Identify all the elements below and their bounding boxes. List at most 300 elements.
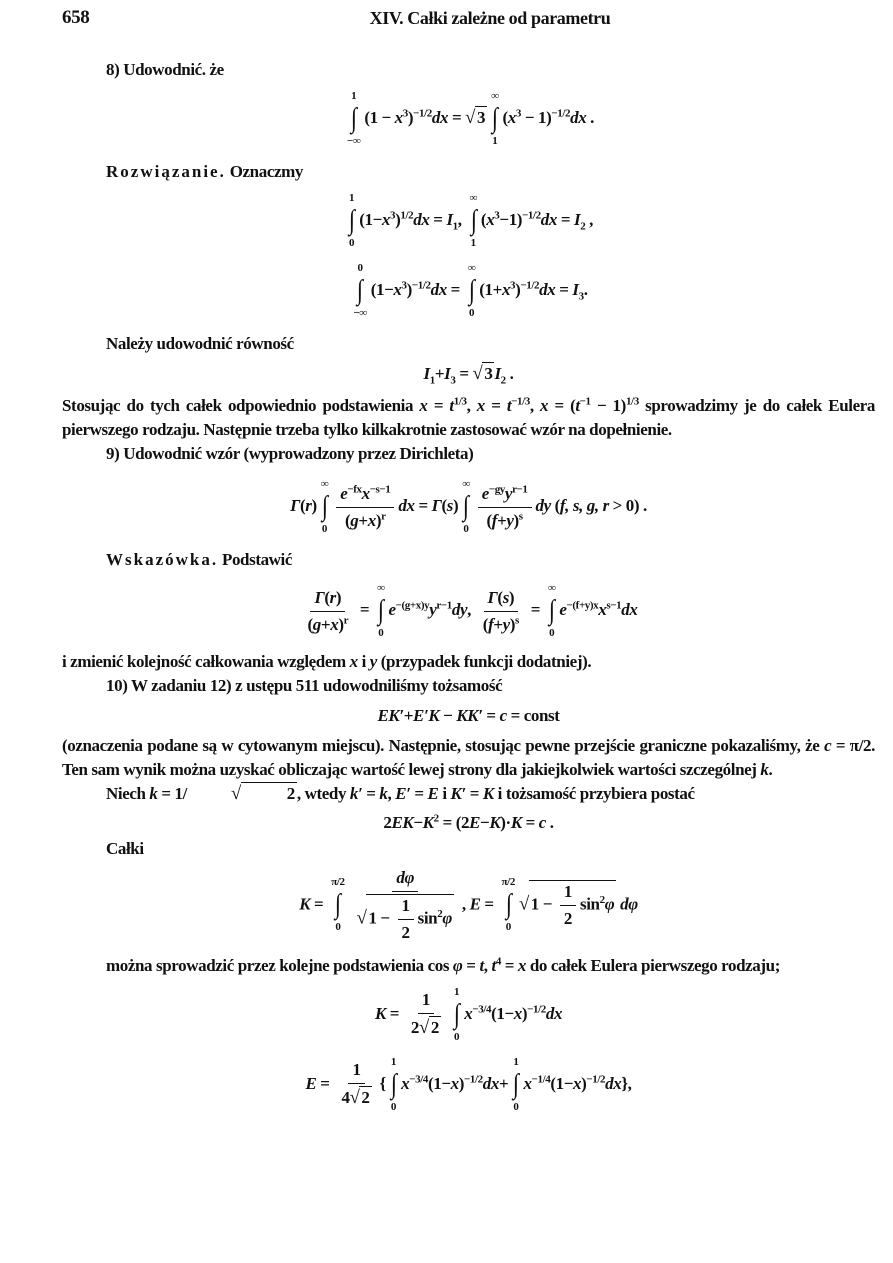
math-variable: x: [401, 1073, 410, 1093]
lower-limit: 1: [470, 237, 476, 249]
text-run: 2: [410, 1018, 419, 1038]
text-run: =: [480, 894, 498, 914]
lower-limit: 0: [463, 523, 469, 536]
math-variable: x: [394, 107, 403, 127]
superscript: 3: [510, 279, 516, 292]
fraction: [353, 867, 458, 944]
integral: [453, 986, 460, 1044]
fraction: [478, 483, 532, 532]
math-variable: Γ: [314, 587, 325, 607]
text-run: 1: [421, 990, 430, 1010]
text-run: (: [307, 614, 313, 634]
text-run: ): [338, 614, 344, 634]
upper-limit: 0: [357, 262, 363, 274]
denominator: [398, 920, 414, 944]
text-run: =: [484, 396, 507, 416]
math-variable: E′: [395, 784, 411, 804]
superscript: −gy: [488, 483, 505, 496]
math-variable: f: [491, 510, 498, 530]
math-variable: dx: [539, 279, 556, 299]
lower-limit: 0: [321, 523, 328, 536]
math-variable: c: [824, 736, 832, 756]
text-run: =: [316, 1073, 334, 1093]
upper-limit: π/2: [501, 876, 515, 889]
fraction: [336, 483, 394, 532]
text-run: Stosując do tych całek odpowiednio podstawienia: [62, 396, 420, 416]
math-variable: K: [510, 812, 522, 832]
equation-1: [62, 88, 875, 150]
text-run: ,: [585, 209, 594, 229]
text-run: − 1): [521, 107, 552, 127]
math-variable: x: [464, 1003, 473, 1023]
text-run: > 0) .: [608, 496, 647, 516]
text-run: ,: [467, 600, 475, 620]
text-run: +: [403, 706, 414, 726]
math-variable: k: [379, 784, 388, 804]
radicand: [475, 106, 487, 129]
superscript: −(f+y)x: [566, 599, 599, 612]
hint-label: Wskazówka.: [106, 550, 219, 570]
text-run: 2: [401, 922, 410, 942]
radicand: [359, 1086, 371, 1109]
integral: [348, 192, 355, 250]
text-run: (1+: [479, 279, 502, 299]
text-run: i zmienić kolejność całkowania względem: [62, 652, 350, 672]
math-variable: y: [369, 652, 377, 672]
numerator: [392, 867, 418, 892]
math-variable: E: [469, 812, 481, 832]
equation-4: [62, 360, 875, 388]
text-run: 1 −: [368, 908, 394, 928]
text-run: (: [480, 209, 487, 229]
text-run: =: [385, 1003, 403, 1023]
radical-sign-icon: √: [230, 783, 241, 805]
math-variable: KK′: [456, 706, 483, 726]
text-run: 2: [563, 908, 572, 928]
integral: [353, 262, 366, 320]
integral-sign-icon: ∫: [468, 275, 475, 306]
superscript: 3: [402, 107, 408, 120]
math-variable: x: [330, 614, 339, 634]
superscript: 2: [599, 893, 605, 906]
text-run: =: [310, 894, 328, 914]
numerator: [398, 895, 414, 920]
math-variable: k′: [349, 784, 363, 804]
text-run: ): [335, 587, 342, 607]
radicand: [366, 894, 453, 944]
solution-label: Rozwiązanie.: [106, 162, 226, 181]
text-run: =: [429, 209, 447, 229]
math-variable: s: [502, 587, 509, 607]
text-run: =: [465, 784, 483, 804]
text-run: =: [356, 600, 374, 620]
math-variable: e: [340, 483, 348, 503]
superscript: 1/3: [625, 395, 639, 408]
fraction: [479, 587, 523, 636]
math-variable: t: [506, 396, 512, 416]
superscript: −fx: [347, 483, 362, 496]
math-variable: x: [393, 279, 402, 299]
running-title: XIV. Całki zależne od parametru: [369, 8, 611, 28]
text-run: (: [497, 587, 503, 607]
page-header: [0, 0, 893, 52]
numerator: [478, 483, 532, 508]
math-variable: x: [486, 209, 495, 229]
text-run: },: [621, 1073, 632, 1093]
text-run: =: [521, 812, 539, 832]
upper-limit: ∞: [467, 262, 476, 274]
subscript: 1: [452, 220, 458, 233]
denominator: [337, 1084, 375, 1110]
superscript: s−1: [606, 599, 622, 612]
fraction: [337, 1059, 375, 1110]
lower-limit: 0: [505, 921, 511, 934]
radical-sign-icon: √: [419, 1017, 429, 1039]
math-variable: k: [760, 760, 769, 780]
equation-8: [62, 811, 875, 835]
superscript: −1/2: [522, 209, 541, 222]
text-run: .: [583, 279, 588, 299]
radicand: [429, 1016, 441, 1039]
denominator: [483, 508, 527, 532]
fraction: [398, 895, 414, 944]
integral-sign-icon: ∫: [470, 205, 477, 236]
math-variable: Γ: [431, 496, 442, 516]
math-variable: E: [469, 894, 481, 914]
radical-sign-icon: √: [472, 363, 483, 384]
superscript: r: [381, 510, 386, 523]
subscript: 1: [429, 374, 435, 387]
superscript: −3/4: [472, 1003, 492, 1016]
math-variable: x: [517, 955, 527, 975]
text-run: i: [438, 784, 451, 804]
math-variable: x: [367, 510, 376, 530]
superscript: −1/2: [527, 1003, 546, 1016]
text-run: 2: [361, 1088, 370, 1108]
text-run: =: [462, 955, 480, 975]
superscript: 3: [390, 209, 396, 222]
math-variable: r: [305, 496, 312, 516]
math-variable: dx: [570, 107, 587, 127]
text-run: =: [414, 496, 432, 516]
superscript: 3: [515, 107, 521, 120]
lower-limit: 0: [549, 627, 555, 640]
math-variable: I: [494, 364, 501, 383]
lower-limit: 1: [492, 135, 498, 147]
text-run: 1: [401, 895, 410, 915]
lower-limit: −∞: [353, 307, 367, 319]
text-run: +: [358, 510, 368, 530]
numerator: [418, 989, 434, 1014]
text-run: Oznaczmy: [225, 162, 303, 181]
text-run: {: [379, 1073, 386, 1093]
text-run: , wtedy: [296, 784, 350, 804]
text-run: Całki: [106, 838, 144, 858]
math-variable: f, s, g, r: [559, 496, 609, 516]
text-run: ): [581, 1073, 587, 1093]
subscript: 2: [580, 220, 586, 233]
text-run: ,: [457, 209, 466, 229]
math-variable: c: [499, 706, 507, 726]
upper-limit: ∞: [377, 582, 385, 595]
text-run: (1−: [427, 1073, 451, 1093]
upper-limit: 1: [454, 985, 460, 998]
radical-sign-icon: √: [518, 893, 529, 915]
math-variable: x: [507, 107, 516, 127]
text-run: (oznaczenia podane są w cytowanym miejscu). Następnie, stosując pewne przejście graniczne pokazaliśmy, że: [62, 736, 825, 756]
equation-10: [62, 984, 875, 1046]
text-run: do całek Eulera pierwszego rodzaju;: [526, 955, 780, 975]
reduction-text: [62, 954, 875, 978]
superscript: 3: [401, 279, 407, 292]
text-run: = (2: [438, 812, 470, 832]
fraction: [407, 989, 445, 1040]
upper-limit: 1: [349, 192, 355, 204]
text-run: 10) W zadaniu 12) z ustępu 511 udowodniliśmy tożsamość: [106, 676, 503, 696]
integrals-label: [62, 837, 875, 861]
text-run: Należy udowodnić równość: [106, 334, 294, 353]
math-variable: t: [491, 955, 496, 975]
math-variable: g: [312, 614, 321, 634]
superscript: −1/3: [511, 395, 530, 408]
integral: [491, 90, 498, 148]
math-variable: K: [299, 894, 311, 914]
math-variable: dx: [398, 496, 415, 516]
integral: [390, 1056, 397, 1114]
text-run: ): [513, 510, 519, 530]
superscript: 4: [495, 955, 501, 968]
integral: [512, 1056, 519, 1114]
text-run: sin: [580, 894, 600, 914]
integral-sign-icon: ∫: [512, 1068, 519, 1100]
math-variable: dφ: [396, 867, 415, 887]
denominator: [304, 612, 353, 636]
lower-limit: 0: [513, 1100, 519, 1113]
math-variable: c: [538, 812, 546, 832]
text-run: 3: [484, 364, 493, 383]
math-variable: I: [423, 364, 430, 383]
math-variable: I: [446, 209, 453, 229]
text-run: .: [545, 812, 554, 832]
text-run: ): [509, 614, 516, 634]
text-run: ,: [483, 955, 492, 975]
math-variable: dx: [621, 600, 638, 620]
math-variable: E′K: [413, 706, 440, 726]
text-run: = 1/: [157, 784, 187, 804]
numerator: [348, 1059, 364, 1084]
numerator: [310, 587, 345, 612]
math-variable: y: [429, 600, 437, 620]
math-variable: dx: [413, 209, 430, 229]
lower-limit: −∞: [347, 135, 361, 147]
math-variable: I: [572, 279, 579, 299]
math-variable: dx: [540, 209, 557, 229]
math-variable: dx: [431, 107, 449, 127]
text-run: =: [557, 209, 574, 229]
radical-sign-icon: √: [465, 106, 475, 128]
text-run: 8) Udowodnić. że: [106, 60, 224, 79]
solution-intro: [62, 160, 875, 184]
superscript: −s−1: [369, 483, 391, 496]
math-variable: x: [361, 483, 370, 503]
integral-sign-icon: ∫: [548, 595, 555, 627]
superscript: s: [515, 614, 519, 627]
radicand: [482, 362, 494, 385]
text-run: (: [550, 496, 560, 516]
text-run: =: [526, 600, 544, 620]
text-run: +: [493, 614, 503, 634]
upper-limit: π/2: [331, 876, 345, 889]
math-variable: f: [488, 614, 494, 634]
math-variable: r: [329, 587, 336, 607]
math-variable: φ: [452, 955, 463, 975]
math-variable: dy: [451, 600, 468, 620]
integral-sign-icon: ∫: [377, 595, 384, 627]
integral: [331, 876, 344, 934]
math-variable: g: [350, 510, 359, 530]
integral: [468, 262, 475, 320]
math-variable: EK′: [377, 706, 404, 726]
text-run: i: [357, 652, 370, 672]
equation-6: [62, 580, 875, 642]
lower-limit: 0: [390, 1100, 397, 1113]
text-run: ): [375, 510, 382, 530]
superscript: −1/2: [413, 107, 432, 120]
text-run: sin: [417, 908, 438, 928]
lower-limit: 0: [378, 627, 384, 640]
math-variable: x: [381, 209, 390, 229]
integral-sign-icon: ∫: [505, 889, 512, 921]
text-run: Podstawić: [218, 550, 293, 570]
text-run: =: [455, 364, 473, 383]
text-run: .: [586, 107, 594, 127]
math-variable: x: [523, 1073, 532, 1093]
subscript: 3: [578, 290, 584, 303]
text-run: −: [480, 812, 490, 832]
superscript: 2: [433, 812, 439, 825]
integral: [377, 582, 384, 640]
math-variable: x: [540, 396, 549, 416]
math-variable: Γ: [290, 496, 300, 516]
text-run: 4: [341, 1088, 350, 1108]
text-run: =: [427, 396, 450, 416]
integral-sign-icon: ∫: [357, 275, 364, 306]
upper-limit: 1: [390, 1055, 397, 1068]
upper-limit: ∞: [320, 478, 329, 491]
radicand: [241, 782, 297, 805]
equation-2: [62, 190, 875, 252]
superscript: −1/2: [464, 1073, 483, 1086]
upper-limit: ∞: [469, 192, 477, 204]
integral: [548, 582, 555, 640]
math-variable: e: [388, 600, 396, 620]
superscript: s: [518, 510, 523, 523]
math-variable: K: [489, 812, 501, 832]
text-run: 1: [352, 1060, 361, 1080]
superscript: 1/3: [453, 395, 467, 408]
text-run: .: [768, 760, 773, 780]
numerator: [560, 881, 576, 906]
integral: [462, 478, 469, 536]
text-run: (przypadek funkcji dodatniej).: [376, 652, 592, 672]
change-order-text: [62, 650, 875, 674]
lower-limit: 0: [454, 1030, 460, 1043]
text-run: (: [345, 510, 351, 530]
math-variable: x: [349, 652, 358, 672]
superscript: 3: [494, 209, 500, 222]
math-variable: K: [422, 812, 434, 832]
text-run: −1): [499, 209, 523, 229]
radicand: [529, 880, 616, 930]
equation-9: [62, 865, 875, 946]
text-run: 2: [430, 1018, 439, 1038]
math-variable: EK: [391, 812, 414, 832]
math-variable: x: [501, 279, 511, 299]
text-run: ,: [387, 784, 396, 804]
square-root: [357, 894, 454, 944]
superscript: −1/2: [551, 107, 571, 120]
math-variable: dx: [430, 279, 447, 299]
superscript: r−1: [436, 599, 452, 612]
text-run: = const: [506, 706, 560, 726]
math-variable: y: [504, 483, 513, 503]
text-run: =: [500, 955, 518, 975]
upper-limit: 1: [351, 90, 357, 102]
problem-10-statement: [62, 674, 875, 698]
page-number: 658: [62, 7, 90, 28]
text-run: −: [413, 812, 423, 832]
math-variable: E: [427, 784, 439, 804]
integral-sign-icon: ∫: [453, 998, 460, 1030]
math-variable: K: [482, 784, 494, 804]
numerator: [484, 587, 519, 612]
text-run: +: [497, 510, 507, 530]
text-run: ): [458, 1073, 464, 1093]
math-variable: dx: [482, 1073, 499, 1093]
math-variable: x: [450, 1073, 459, 1093]
integral: [469, 192, 476, 250]
math-variable: dy: [535, 496, 551, 516]
text-run: =: [362, 784, 380, 804]
text-run: (: [324, 587, 330, 607]
text-run: − 1): [590, 396, 626, 416]
text-run: ,: [461, 894, 470, 914]
text-run: )·: [500, 812, 511, 832]
superscript: −3/4: [409, 1073, 428, 1086]
notation-paragraph: [62, 734, 875, 782]
problem-9-statement: [62, 442, 875, 466]
lower-limit: 0: [349, 237, 355, 249]
superscript: r: [343, 614, 349, 627]
equation-7: [62, 704, 875, 728]
equation-11: [62, 1054, 875, 1116]
problem-8-statement: [62, 58, 875, 82]
upper-limit: ∞: [491, 90, 499, 102]
fraction: [304, 587, 353, 636]
square-root: [419, 1016, 441, 1040]
text-run: ): [515, 279, 521, 299]
square-root: [187, 782, 297, 806]
integral-sign-icon: ∫: [321, 491, 328, 523]
text-run: ): [521, 1003, 528, 1023]
superscript: −1/2: [411, 279, 431, 292]
math-variable: e: [559, 600, 567, 620]
text-run: +: [498, 1073, 509, 1093]
text-run: ,: [466, 396, 477, 416]
text-run: i tożsamość przybiera postać: [493, 784, 695, 804]
lower-limit: 0: [335, 921, 341, 934]
numerator: [336, 483, 394, 508]
